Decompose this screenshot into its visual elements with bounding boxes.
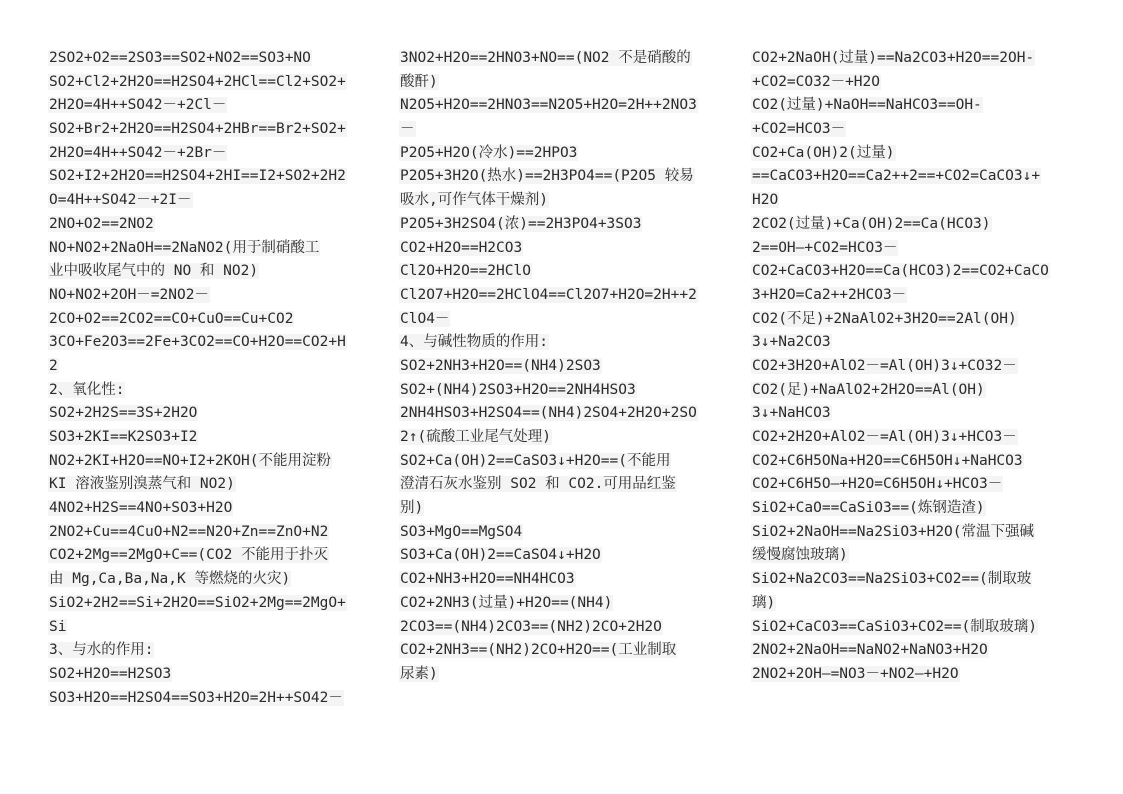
text-line — [48, 593, 368, 615]
text-line — [48, 285, 368, 307]
text-line-content: 2 — [49, 357, 58, 374]
text-line — [751, 72, 1073, 94]
text-line-content: 璃) — [752, 594, 776, 611]
text-line — [399, 380, 721, 402]
text-line — [751, 593, 1073, 615]
text-line — [399, 332, 721, 354]
text-line — [751, 427, 1073, 449]
text-line-content: 3CO+Fe2O3==2Fe+3CO2==CO+H2O==CO2+H — [49, 334, 346, 351]
text-line — [399, 95, 721, 117]
text-line — [751, 261, 1073, 283]
text-line-content: 2SO2+O2==2SO3==SO2+NO2==SO3+NO — [49, 50, 311, 66]
text-column-1 — [48, 48, 368, 711]
text-line — [399, 569, 721, 591]
text-line — [48, 498, 368, 520]
text-line-content: CO2(足)+NaAlO2+2H2O==Al(OH) — [752, 381, 985, 398]
text-line-content: CO2+Ca(OH)2(过量) — [752, 144, 895, 161]
text-line-content: 2NO+O2==2NO2 — [49, 215, 154, 232]
text-line-content: SO3+Ca(OH)2==CaSO4↓+H2O — [400, 547, 601, 564]
text-line — [399, 119, 721, 141]
text-line-content: SO3+H2O==H2SO4==SO3+H2O=2H++SO42－ — [49, 689, 343, 706]
text-line-content: O=4H++SO42－+2I－ — [49, 192, 192, 209]
text-line — [399, 474, 721, 496]
text-line-content: SO2+Br2+2H2O==H2SO4+2HBr==Br2+SO2+ — [49, 121, 346, 138]
text-line — [399, 593, 721, 615]
text-line-content: Cl2O7+H2O==2HClO4==Cl2O7+H2O=2H++2 — [400, 286, 697, 303]
text-line — [399, 48, 721, 70]
text-line-content: 3、与水的作用: — [49, 642, 154, 659]
text-line-content: 吸水,可作气体干燥剂) — [400, 192, 548, 209]
text-line — [48, 451, 368, 473]
text-line — [48, 688, 368, 710]
text-line-content: P2O5+3H2SO4(浓)==2H3PO4+3SO3 — [400, 215, 642, 232]
text-line-content: CO2+3H2O+AlO2－=Al(OH)3↓+CO32－ — [752, 357, 1017, 374]
text-line-content: 3+H2O=Ca2++2HCO3－ — [752, 286, 907, 303]
text-line — [751, 238, 1073, 260]
text-column-3 — [751, 48, 1073, 688]
text-line — [751, 522, 1073, 544]
text-line-content: 4、与碱性物质的作用: — [400, 334, 548, 351]
text-line — [751, 380, 1073, 402]
text-line-content: － — [400, 121, 415, 138]
text-line — [399, 238, 721, 260]
text-line — [751, 95, 1073, 117]
text-line-content: Cl2O+H2O==2HClO — [400, 263, 531, 280]
text-line-content: SiO2+2NaOH==Na2SiO3+H2O(常温下强碱 — [752, 523, 1035, 540]
text-line — [48, 309, 368, 331]
text-line — [751, 48, 1073, 70]
text-line-content: 业中吸收尾气中的 NO 和 NO2) — [49, 263, 259, 280]
text-line — [751, 569, 1073, 591]
text-line — [48, 380, 368, 402]
text-line-content: CO2+2NaOH(过量)==Na2CO3+H2O==2OH- — [752, 50, 1035, 66]
text-line-content: 2==OH—+CO2=HCO3－ — [752, 239, 898, 256]
text-line — [751, 474, 1073, 496]
text-line — [48, 617, 368, 639]
text-line — [399, 143, 721, 165]
text-line — [399, 522, 721, 544]
text-line — [48, 119, 368, 141]
text-line — [751, 640, 1073, 662]
text-line-content: CO2+CaCO3+H2O==Ca(HCO3)2==CO2+CaCO — [752, 263, 1049, 280]
text-line — [751, 498, 1073, 520]
text-line — [48, 190, 368, 212]
text-line — [48, 72, 368, 94]
text-line-content: H2O — [752, 192, 779, 209]
text-line-content: 3NO2+H2O==2HNO3+NO==(NO2 不是硝酸的 — [400, 50, 691, 66]
text-line — [751, 403, 1073, 425]
text-line-content: 3↓+Na2CO3 — [752, 334, 831, 351]
text-line — [399, 285, 721, 307]
text-line-content: CO2+2H2O+AlO2－=Al(OH)3↓+HCO3－ — [752, 429, 1017, 445]
text-line-content: 由 Mg,Ca,Ba,Na,K 等燃烧的火灾) — [49, 571, 291, 588]
text-line — [399, 72, 721, 94]
text-line — [399, 617, 721, 639]
text-line-content: 2CO+O2==2CO2==CO+CuO==Cu+CO2 — [49, 310, 294, 327]
text-line — [399, 166, 721, 188]
text-line — [48, 545, 368, 567]
text-line — [48, 356, 368, 378]
text-line — [48, 214, 368, 236]
text-line — [399, 356, 721, 378]
text-line — [399, 403, 721, 425]
text-line-content: 4NO2+H2S==4NO+SO3+H2O — [49, 500, 233, 517]
text-line-content: SiO2+CaCO3==CaSiO3+CO2==(制取玻璃) — [752, 618, 1037, 635]
text-line-content: SO2+2NH3+H2O==(NH4)2SO3 — [400, 357, 601, 374]
text-line-content: NO+NO2+2NaOH==2NaNO2(用于制硝酸工 — [49, 239, 320, 256]
text-line-content: CO2+2Mg==2MgO+C==(CO2 不能用于扑灭 — [49, 547, 329, 564]
text-line-content: 2NH4HSO3+H2SO4==(NH4)2SO4+2H2O+2SO — [400, 405, 697, 422]
text-line-content: CO2+NH3+H2O==NH4HCO3 — [400, 571, 575, 588]
text-line-content: 酸酐) — [400, 73, 438, 90]
text-line-content: SO2+Cl2+2H2O==H2SO4+2HCl==Cl2+SO2+ — [49, 73, 346, 90]
text-line — [399, 190, 721, 212]
text-line-content: +CO2=HCO3－ — [752, 121, 846, 138]
text-line-content: SO2+(NH4)2SO3+H2O==2NH4HSO3 — [400, 381, 636, 398]
text-line — [399, 545, 721, 567]
text-line — [48, 166, 368, 188]
text-line-content: SO3+2KI==K2SO3+I2 — [49, 429, 198, 445]
text-line — [48, 48, 368, 70]
text-line-content: 2CO3==(NH4)2CO3==(NH2)2CO+2H2O — [400, 618, 662, 635]
text-line-content: 别) — [400, 500, 424, 517]
text-line — [48, 143, 368, 165]
text-line-content: SiO2+CaO==CaSiO3==(炼钢造渣) — [752, 500, 985, 517]
text-line — [751, 309, 1073, 331]
text-line-content: P2O5+3H2O(热水)==2H3PO4==(P2O5 较易 — [400, 168, 694, 185]
text-line — [751, 664, 1073, 686]
text-line-content: CO2+H2O==H2CO3 — [400, 239, 523, 256]
text-line-content: 2NO2+2OH—=NO3－+NO2—+H2O — [752, 665, 959, 682]
text-line — [48, 474, 368, 496]
text-line — [48, 427, 368, 449]
text-line-content: SO2+2H2S==3S+2H2O — [49, 405, 198, 422]
text-line-content: CO2+2NH3(过量)+H2O==(NH4) — [400, 594, 613, 611]
text-line — [751, 166, 1073, 188]
text-line — [48, 569, 368, 591]
text-line-content: CO2+2NH3==(NH2)2CO+H2O==(工业制取 — [400, 642, 677, 659]
text-line-content: SO2+I2+2H2O==H2SO4+2HI==I2+SO2+2H2 — [49, 168, 346, 185]
text-line — [751, 332, 1073, 354]
text-line — [751, 545, 1073, 567]
text-line-content: SiO2+Na2CO3==Na2SiO3+CO2==(制取玻 — [752, 571, 1032, 588]
text-line-content: SO3+MgO==MgSO4 — [400, 523, 523, 540]
text-line — [399, 640, 721, 662]
text-line — [751, 143, 1073, 165]
text-line-content: CO2(过量)+NaOH==NaHCO3==OH- — [752, 97, 982, 114]
text-line — [751, 451, 1073, 473]
text-column-2 — [399, 48, 721, 688]
text-line-content: 2H2O=4H++SO42－+2Br－ — [49, 144, 227, 161]
text-line-content: ==CaCO3+H2O==Ca2++2==+CO2=CaCO3↓+ — [752, 168, 1041, 185]
text-line — [48, 403, 368, 425]
text-line — [751, 617, 1073, 639]
text-line-content: N2O5+H2O==2HNO3==N2O5+H2O=2H++2NO3 — [400, 97, 697, 114]
text-line-content: 2NO2+2NaOH==NaNO2+NaNO3+H2O — [752, 642, 988, 659]
text-line — [48, 640, 368, 662]
text-line-content: 2、氧化性: — [49, 381, 125, 398]
text-line — [48, 332, 368, 354]
text-line — [399, 261, 721, 283]
text-line-content: 澄清石灰水鉴别 SO2 和 CO2.可用品红鉴 — [400, 476, 676, 493]
text-line-content: 2H2O=4H++SO42－+2Cl－ — [49, 97, 227, 114]
text-line-content: ClO4－ — [400, 310, 450, 327]
text-line — [399, 664, 721, 686]
text-line — [399, 451, 721, 473]
text-line — [48, 522, 368, 544]
text-line-content: +CO2=CO32－+H2O — [752, 73, 880, 90]
text-line-content: SiO2+2H2==Si+2H2O==SiO2+2Mg==2MgO+ — [49, 594, 346, 611]
text-line — [399, 498, 721, 520]
text-line-content: CO2+C6H5O—+H2O=C6H5OH↓+HCO3－ — [752, 476, 1003, 493]
text-line — [399, 309, 721, 331]
text-line — [48, 664, 368, 686]
text-line — [399, 427, 721, 449]
text-line-content: 3↓+NaHCO3 — [752, 405, 831, 422]
text-line-content: 2CO2(过量)+Ca(OH)2==Ca(HCO3) — [752, 215, 991, 232]
text-line — [751, 190, 1073, 212]
text-line-content: 2NO2+Cu==4CuO+N2==N2O+Zn==ZnO+N2 — [49, 523, 329, 540]
text-line — [751, 119, 1073, 141]
text-line — [48, 261, 368, 283]
text-line-content: SO2+H2O==H2SO3 — [49, 665, 172, 682]
text-line-content: 缓慢腐蚀玻璃) — [752, 547, 848, 564]
text-line — [751, 214, 1073, 236]
text-line-content: NO+NO2+2OH－=2NO2－ — [49, 286, 209, 303]
text-line — [48, 238, 368, 260]
text-line-content: Si — [49, 618, 67, 635]
text-line-content: 2↑(硫酸工业尾气处理) — [400, 429, 551, 445]
text-line-content: NO2+2KI+H2O==NO+I2+2KOH(不能用淀粉 — [49, 452, 332, 469]
text-line — [751, 356, 1073, 378]
text-line-content: KI 溶液鉴别溴蒸气和 NO2) — [49, 476, 235, 493]
text-line — [751, 285, 1073, 307]
text-line — [48, 95, 368, 117]
text-line-content: P2O5+H2O(冷水)==2HPO3 — [400, 144, 578, 161]
text-line-content: CO2+C6H5ONa+H2O==C6H5OH↓+NaHCO3 — [752, 452, 1023, 469]
text-line-content: CO2(不足)+2NaAlO2+3H2O==2Al(OH) — [752, 310, 1017, 327]
text-line — [399, 214, 721, 236]
text-line-content: 尿素) — [400, 665, 438, 682]
text-line-content: SO2+Ca(OH)2==CaSO3↓+H2O==(不能用 — [400, 452, 671, 469]
